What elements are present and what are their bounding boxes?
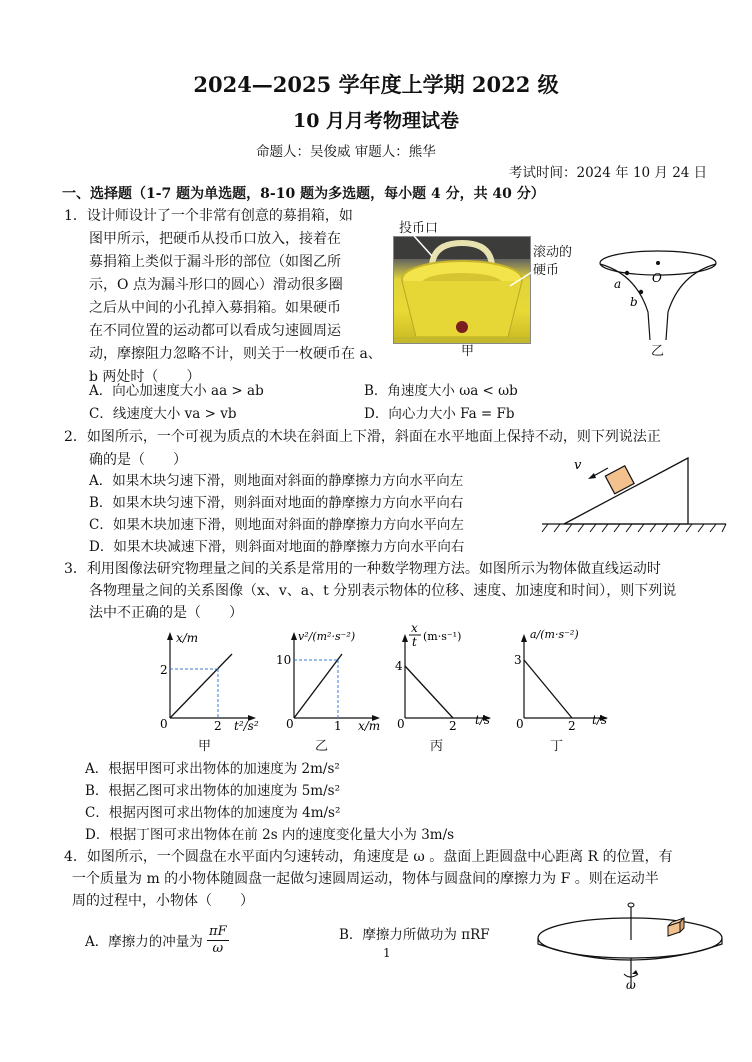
- graph-line: [524, 660, 572, 718]
- graph-jia-name: 甲: [198, 739, 212, 754]
- y-tick: 10: [276, 653, 292, 667]
- y-tick: 4: [395, 659, 403, 673]
- fraction-numerator: πF: [209, 924, 227, 939]
- y-axis-label: v²/(m²·s⁻²): [298, 630, 356, 643]
- y-axis-label: x/m: [176, 631, 199, 645]
- omega-label: ω: [626, 978, 636, 992]
- slot-pointer: [410, 234, 440, 260]
- q3-option-d[interactable]: D．根据丁图可求出物体在前 2s 内的速度变化量大小为 3m/s: [85, 827, 455, 843]
- origin: 0: [516, 717, 524, 731]
- graph-yi: [276, 626, 396, 732]
- graph-ding: [508, 620, 626, 732]
- x-axis-label: t/s: [592, 713, 608, 727]
- figure-jia-label: 甲: [461, 344, 475, 359]
- q1-line: 1．设计师设计了一个非常有创意的募捐箱，如: [64, 208, 353, 224]
- label-b: b: [630, 295, 638, 309]
- funnel-diagram: [596, 244, 722, 344]
- point-b: [639, 290, 643, 294]
- rotating-disk-diagram: [530, 900, 730, 992]
- q1-line: 募捐箱上类似于漏斗形的部位（如图乙所: [89, 254, 341, 270]
- y-axis-label-num: x: [411, 621, 418, 635]
- page-number: 1: [383, 946, 391, 960]
- q2-option-b[interactable]: B．如果木块匀速下滑，则斜面对地面的静摩擦力方向水平向右: [89, 495, 464, 511]
- section-heading: 一、选择题（1-7 题为单选题，8-10 题为多选题，每小题 4 分，共 40 分）: [62, 186, 545, 202]
- q3-option-b[interactable]: B．根据乙图可求出物体的加速度为 5m/s²: [85, 783, 340, 799]
- graph-jia: [152, 626, 270, 732]
- q3-line: 各物理量之间的关系图像（x、v、a、t 分别表示物体的位移、速度、加速度和时间），则下列说: [89, 583, 677, 599]
- q1-line: 图甲所示，把硬币从投币口放入，接着在: [89, 231, 341, 247]
- exam-subtitle: 10 月月考物理试卷: [292, 110, 460, 132]
- q2-line: 2．如图所示，一个可视为质点的木块在斜面上下滑，斜面在水平地面上保持不动，则下列说法正: [64, 429, 661, 445]
- fraction-denominator: ω: [212, 941, 224, 956]
- q4-line: 4．如图所示，一个圆盘在水平面内匀速转动，角速度是 ω 。盘面上距圆盘中心距离 R 的位置，有: [64, 849, 673, 865]
- q1-line: 在不同位置的运动都可以看成匀速圆周运: [89, 323, 341, 339]
- q1-option-a[interactable]: A．向心加速度大小 aa > ab: [89, 383, 264, 399]
- q3-option-a[interactable]: A．根据甲图可求出物体的加速度为 2m/s²: [85, 761, 340, 777]
- q1-option-b[interactable]: B．角速度大小 ωa < ωb: [364, 383, 518, 399]
- figure-yi-label: 乙: [651, 344, 665, 359]
- rolling-coin-label: 滚动的: [533, 245, 573, 260]
- q4-line: 周的过程中，小物体（ ）: [72, 893, 254, 909]
- q4-option-b[interactable]: B．摩擦力所做功为 πRF: [339, 927, 490, 943]
- q3-line: 法中不正确的是（ ）: [89, 605, 243, 621]
- x-tick: 2: [568, 719, 576, 732]
- authors: 命题人：吴俊威 审题人：熊华: [256, 144, 436, 160]
- origin: 0: [286, 717, 294, 731]
- x-axis-label: x/m: [358, 719, 381, 732]
- x-axis-label: t²/s²: [234, 719, 259, 732]
- exam-title: 2024—2025 学年度上学期 2022 级: [193, 72, 559, 97]
- q1-line: 动，摩擦阻力忽略不计，则关于一枚硬币在 a、: [89, 346, 382, 362]
- q3-line: 3．利用图像法研究物理量之间的关系是常用的一种数学物理方法。如图所示为物体做直线运动时: [64, 561, 661, 577]
- q1-option-c[interactable]: C．线速度大小 va > vb: [89, 406, 237, 422]
- q4-option-a-prefix: A．摩擦力的冲量为: [85, 934, 203, 950]
- graph-ding-name: 丁: [550, 739, 564, 754]
- origin: 0: [160, 717, 168, 731]
- q1-line: b 两处时（ ）: [89, 369, 201, 385]
- coin-slot-label: 投币口: [399, 221, 439, 236]
- velocity-label: v: [574, 458, 582, 473]
- x-tick: 2: [449, 719, 457, 732]
- q2-option-d[interactable]: D．如果木块减速下滑，则斜面对地面的静摩擦力方向水平向右: [89, 539, 465, 555]
- origin: 0: [397, 717, 405, 731]
- x-tick: 2: [214, 719, 222, 732]
- q2-line: 确的是（ ）: [89, 452, 187, 468]
- graph-line: [294, 654, 342, 718]
- graph-line: [405, 666, 453, 718]
- label-a: a: [614, 277, 622, 291]
- y-axis-label: a/(m·s⁻²): [530, 628, 579, 641]
- fraction: [207, 924, 229, 957]
- q3-option-c[interactable]: C．根据丙图可求出物体的加速度为 4m/s²: [85, 805, 341, 821]
- graph-yi-name: 乙: [315, 739, 329, 754]
- x-tick: 1: [334, 719, 342, 732]
- y-tick: 3: [514, 653, 522, 667]
- y-tick: 2: [160, 663, 168, 677]
- q4-line: 一个质量为 m 的小物体随圆盘一起做匀速圆周运动，物体与圆盘间的摩擦力为 F 。则在运动半: [72, 871, 659, 887]
- rolling-coin-label-2: 硬币: [533, 263, 560, 278]
- x-axis-label: t/s: [475, 713, 491, 727]
- q2-option-c[interactable]: C．如果木块加速下滑，则地面对斜面的静摩擦力方向水平向左: [89, 517, 464, 533]
- exam-time: 考试时间：2024 年 10 月 24 日: [509, 165, 708, 181]
- q2-option-a[interactable]: A．如果木块匀速下滑，则地面对斜面的静摩擦力方向水平向左: [89, 473, 464, 489]
- point-a: [625, 271, 629, 275]
- q1-option-d[interactable]: D．向心力大小 Fa = Fb: [364, 406, 515, 422]
- q1-line: 之后从中间的小孔掉入募捐箱。如果硬币: [89, 300, 341, 316]
- y-axis-label-den: t: [412, 635, 417, 649]
- incline-diagram: [538, 452, 730, 534]
- label-O: O: [652, 271, 662, 285]
- graph-bing-name: 丙: [430, 739, 444, 754]
- graph-bing: [393, 620, 505, 732]
- coin-pointer: [506, 270, 536, 290]
- q1-line: 示，O 点为漏斗形口的圆心）滑动很多圈: [89, 277, 343, 293]
- y-axis-unit: (m·s⁻¹): [423, 630, 462, 643]
- graph-line: [170, 654, 232, 718]
- center-point: [656, 261, 660, 265]
- q4-option-a[interactable]: [85, 926, 229, 959]
